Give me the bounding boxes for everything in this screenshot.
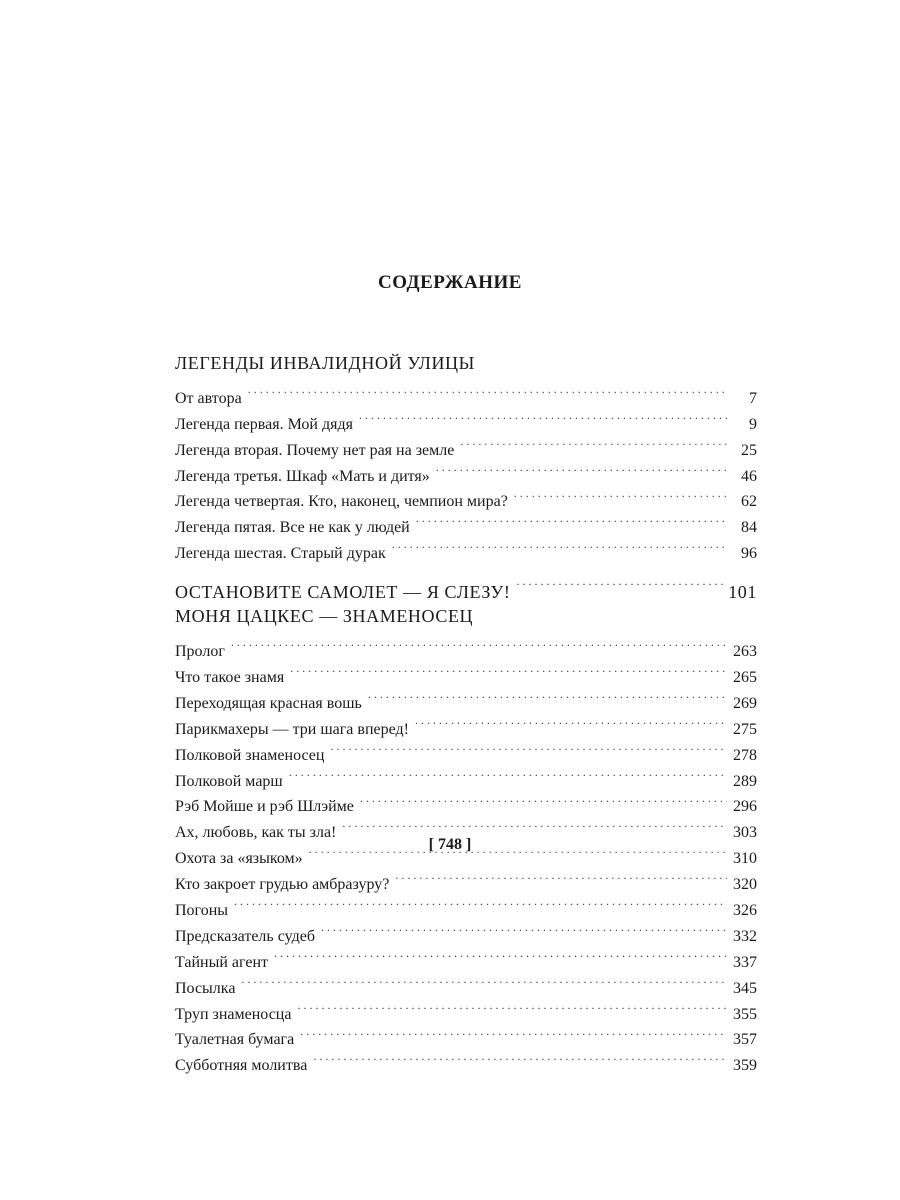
leader-dots — [300, 1019, 727, 1045]
toc-entry-title: Легенда пятая. Все не как у людей — [175, 519, 410, 537]
toc-entry-page: 84 — [741, 519, 757, 537]
leader-dots — [297, 993, 727, 1019]
toc-entry-title: Ах, любовь, как ты зла! — [175, 824, 337, 842]
toc-entry-page: 303 — [733, 824, 757, 842]
leader-dots — [516, 564, 724, 598]
toc-entry-page: 310 — [733, 850, 757, 868]
toc-entry-title: Легенда третья. Шкаф «Мать и дитя» — [175, 467, 430, 485]
toc-entry-page: 46 — [741, 467, 757, 485]
toc-entry-title: Парикмахеры — три шага вперед! — [175, 720, 409, 738]
toc-entry-page: 7 — [749, 389, 757, 407]
toc-entry[interactable] — [175, 993, 757, 1023]
leader-dots — [289, 760, 727, 786]
toc-entry-title: Легенда первая. Мой дядя — [175, 415, 353, 433]
leader-dots — [395, 863, 727, 889]
toc-entry[interactable] — [175, 403, 757, 433]
toc-entry[interactable] — [175, 656, 757, 687]
leader-dots — [436, 455, 727, 481]
toc-entry-title: Субботняя молитва — [175, 1057, 308, 1075]
leader-dots — [415, 708, 727, 734]
toc-entry-page: 278 — [733, 746, 757, 764]
section-header-legends: ЛЕГЕНДЫ ИНВАЛИДНОЙ УЛИЦЫ — [175, 353, 475, 373]
toc-entry-title: Тайный агент — [175, 953, 269, 971]
toc-entry-title: От автора — [175, 389, 242, 407]
toc-entry-page: 62 — [741, 493, 757, 511]
toc-entry[interactable] — [175, 915, 757, 945]
toc-entry-title: Что такое знамя — [175, 669, 285, 687]
leader-dots — [460, 429, 727, 455]
leader-dots — [231, 630, 727, 656]
toc-entry-title: Легенда вторая. Почему нет рая на земле — [175, 441, 455, 459]
leader-dots — [392, 532, 727, 558]
toc-entry-title: Кто закроет грудью амбразуру? — [175, 876, 390, 894]
toc-entry-page: 332 — [733, 927, 757, 945]
toc-entry-page: 101 — [728, 582, 757, 603]
toc-entry-page: 355 — [733, 1005, 757, 1023]
leader-dots — [321, 915, 727, 941]
toc-entry-page: 265 — [733, 669, 757, 687]
toc-entry-title: Переходящая красная вошь — [175, 694, 362, 712]
leader-dots — [416, 506, 727, 532]
leader-dots — [274, 941, 727, 967]
toc-entry-title: Труп знаменосца — [175, 1005, 292, 1023]
toc-entry-page: 289 — [733, 772, 757, 790]
toc-entry-title: Рэб Мойше и рэб Шлэйме — [175, 798, 354, 816]
leader-dots — [241, 967, 727, 993]
leader-dots — [313, 1044, 727, 1070]
toc-entry-title: Предсказатель судеб — [175, 927, 315, 945]
page-number: [ 748 ] — [428, 836, 472, 853]
toc-entry-page: 326 — [733, 902, 757, 920]
toc-entry-page: 25 — [741, 441, 757, 459]
toc-entry[interactable] — [175, 889, 757, 920]
toc-entry-title: Охота за «языком» — [175, 850, 303, 868]
leader-dots — [359, 403, 727, 429]
toc-entry-page: 337 — [733, 953, 757, 971]
toc-entry-title: Легенда шестая. Старый дурак — [175, 545, 386, 563]
toc-entry-title: Полковой знаменосец — [175, 746, 325, 764]
toc-entry-title: Легенда четвертая. Кто, наконец, чемпион мира? — [175, 493, 508, 511]
leader-dots — [234, 889, 727, 915]
toc-entry-page: 9 — [749, 415, 757, 433]
toc-entry-title: Пролог — [175, 643, 225, 661]
leader-dots — [290, 656, 727, 682]
leader-dots — [342, 811, 727, 837]
toc-entry-title: ОСТАНОВИТЕ САМОЛЕТ — Я СЛЕЗУ! — [175, 582, 511, 603]
toc-entry-page: 320 — [733, 876, 757, 894]
toc-entry-top-level[interactable] — [175, 564, 757, 603]
toc-entry[interactable] — [175, 967, 757, 997]
leader-dots — [360, 786, 727, 812]
leader-dots — [514, 481, 727, 507]
leader-dots — [248, 377, 727, 403]
toc-entry[interactable] — [175, 377, 757, 407]
section-header-monya: МОНЯ ЦАЦКЕС — ЗНАМЕНОСЕЦ — [175, 606, 474, 627]
toc-entry-title: Посылка — [175, 979, 236, 997]
toc-entry-page: 269 — [733, 694, 757, 712]
toc-entry-page: 359 — [733, 1057, 757, 1075]
toc-entry-title: Туалетная бумага — [175, 1031, 295, 1049]
toc-entry-title: Погоны — [175, 902, 229, 920]
toc-entry-page: 345 — [733, 979, 757, 997]
toc-entry[interactable] — [175, 630, 757, 661]
toc-entry-page: 263 — [733, 643, 757, 661]
toc-entry-page: 96 — [741, 545, 757, 563]
toc-entry-page: 275 — [733, 720, 757, 738]
leader-dots — [368, 682, 727, 708]
toc-entry-page: 357 — [733, 1031, 757, 1049]
table-of-contents — [175, 349, 757, 1075]
leader-dots — [330, 734, 727, 760]
toc-entry-title: Полковой марш — [175, 772, 283, 790]
toc-entry-page: 296 — [733, 798, 757, 816]
page-title: СОДЕРЖАНИЕ — [378, 272, 522, 293]
